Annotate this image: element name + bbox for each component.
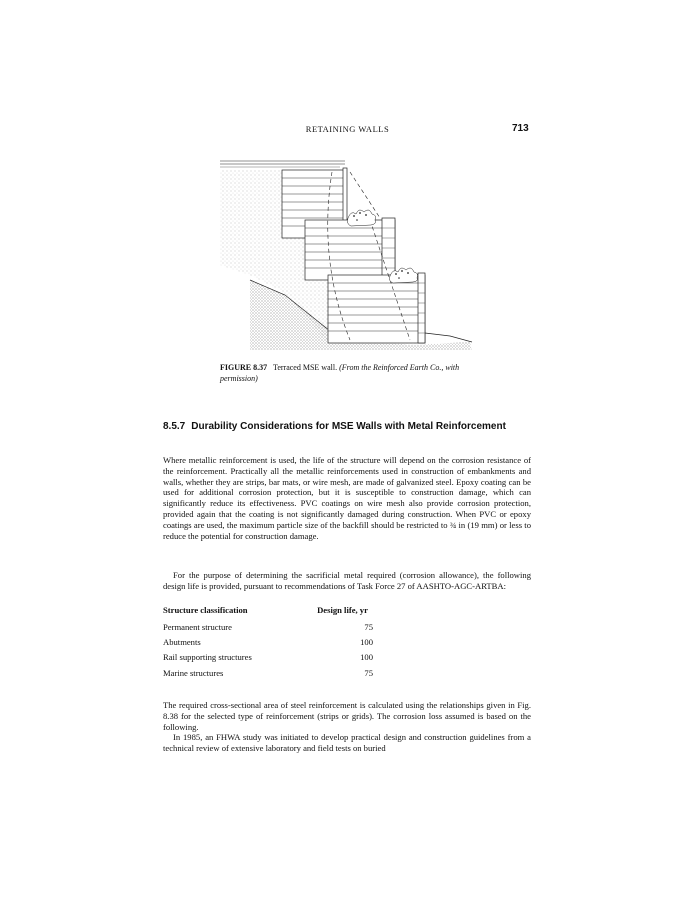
table-header-design-life: Design life, yr — [317, 605, 368, 615]
figure-caption — [220, 363, 490, 384]
table-cell-design-life: 100 — [360, 637, 373, 648]
table-row — [163, 637, 423, 652]
table-cell-design-life: 100 — [360, 652, 373, 663]
paragraph-fhwa-study: In 1985, an FHWA study was initiated to develop practical design and construction guidelines from a technical review of extensive laboratory and field tests on buried — [163, 732, 531, 754]
figure-source: (From the Reinforced Earth Co., with permission) — [220, 363, 460, 383]
paragraph-cross-sectional-area: The required cross-sectional area of steel reinforcement is calculated using the relationships given in Fig. 8.38 for the selected type of reinforcement (strips or grids). The corrosion loss assumed is based on the following. — [163, 700, 531, 732]
table-row — [163, 622, 423, 637]
table-row — [163, 652, 423, 667]
section-title: Durability Considerations for MSE Walls with Metal Reinforcement — [191, 421, 506, 432]
table-row — [163, 668, 423, 683]
table-cell-design-life: 75 — [364, 667, 373, 678]
section-heading — [163, 421, 543, 433]
table-cell-classification: Rail supporting structures — [163, 652, 252, 663]
figure-caption-text: Terraced MSE wall. — [272, 363, 338, 372]
table-cell-design-life: 75 — [364, 622, 373, 632]
design-life-table — [163, 605, 423, 683]
table-header-row — [163, 605, 423, 622]
section-number: 8.5.7 — [163, 421, 186, 432]
running-header: RETAINING WALLS — [305, 124, 390, 134]
paragraph-block-lower — [163, 700, 531, 754]
page-number: 713 — [512, 123, 529, 134]
figure-label: FIGURE 8.37 — [220, 363, 268, 372]
terraced-wall-drawing — [210, 150, 490, 350]
table-cell-classification: Permanent structure — [163, 622, 232, 632]
paragraph-design-life-intro: For the purpose of determining the sacrificial metal required (corrosion allowance), the following design life is provided, pursuant to recommendations of Task Force 27 of AASHTO-AGC-ARTBA: — [163, 570, 531, 591]
table-cell-classification: Abutments — [163, 637, 201, 648]
paragraph-metallic-reinforcement: Where metallic reinforcement is used, the life of the structure will depend on the corrosion resistance of the reinforcement. Practically all the metallic reinforcements used in construction of embankments and walls, whether they are strips, bar mats, or wire mesh, are made of galvanized steel. Epoxy coating can be used for additional corrosion protection, but it is susceptible to construction damage, which can significantly reduce its effectiveness. PVC coatings on wire mesh also provide corrosion protection, provided again that the coating is not significantly damaged during construction. When PVC or epoxy coatings are used, the maximum particle size of the backfill should be restricted to ¾ in (19 mm) or less to reduce the potential for construction damage. — [163, 455, 531, 541]
terraced-wall-figure — [210, 150, 490, 350]
table-cell-classification: Marine structures — [163, 667, 224, 678]
table-header-classification: Structure classification — [163, 605, 248, 615]
